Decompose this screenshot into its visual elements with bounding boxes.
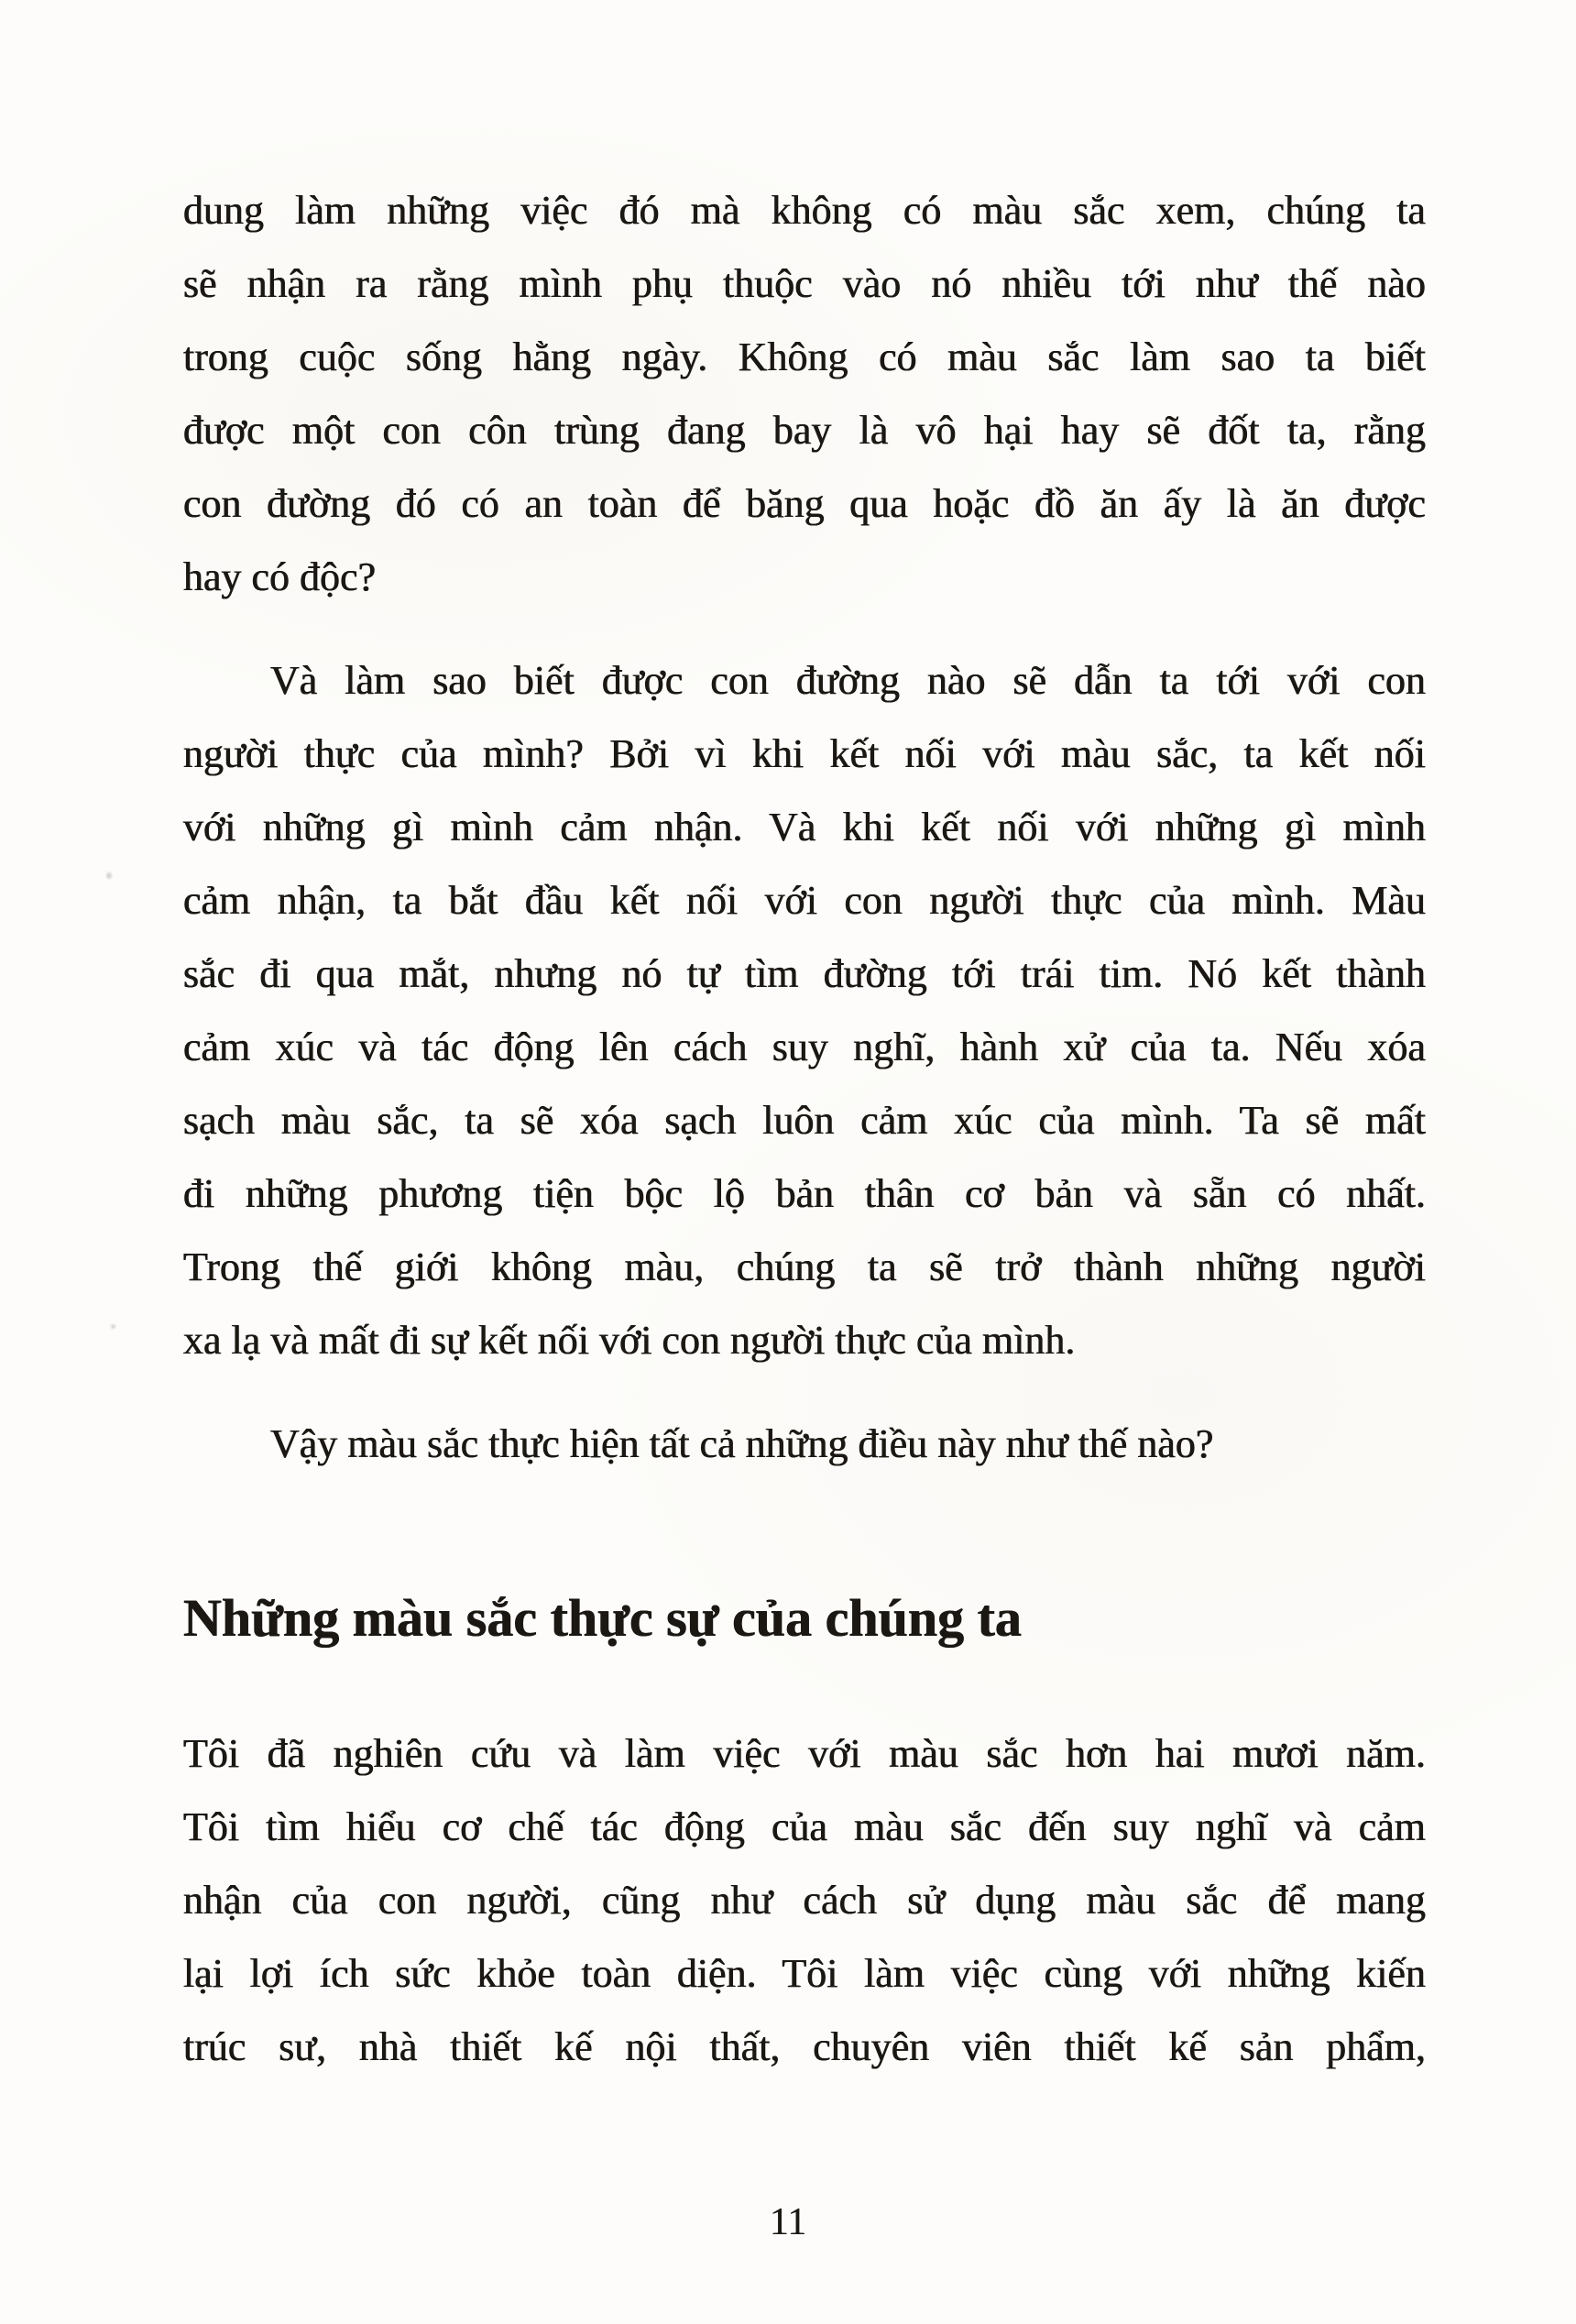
text-line: Trong thế giới không màu, chúng ta sẽ trở thành những người — [183, 1244, 1426, 1289]
text-line: sạch màu sắc, ta sẽ xóa sạch luôn cảm xúc của mình. Ta sẽ mất — [183, 1098, 1426, 1143]
page-body-text — [183, 174, 1426, 2084]
text-line: trong cuộc sống hằng ngày. Không có màu sắc làm sao ta biết — [183, 334, 1426, 379]
paragraph-3 — [183, 1408, 1426, 1481]
text-line: con đường đó có an toàn để băng qua hoặc đồ ăn ấy là ăn được — [183, 481, 1426, 526]
text-line: nhận của con người, cũng như cách sử dụng màu sắc để mang — [183, 1878, 1426, 1923]
text-line: Tôi đã nghiên cứu và làm việc với màu sắc hơn hai mươi năm. — [183, 1731, 1426, 1776]
text-line: lại lợi ích sức khỏe toàn diện. Tôi làm việc cùng với những kiến — [183, 1951, 1426, 1996]
text-line: dung làm những việc đó mà không có màu sắc xem, chúng ta — [183, 188, 1426, 233]
text-line: được một con côn trùng đang bay là vô hại hay sẽ đốt ta, rằng — [183, 408, 1426, 453]
text-line: hay có độc? — [183, 554, 377, 599]
text-line: Và làm sao biết được con đường nào sẽ dẫn ta tới với con — [270, 658, 1426, 703]
section-heading: Những màu sắc thực sự của chúng ta — [183, 1588, 1022, 1648]
text-line: cảm nhận, ta bắt đầu kết nối với con người thực của mình. Màu — [183, 878, 1426, 923]
paragraph-4 — [183, 1717, 1426, 2084]
text-line: với những gì mình cảm nhận. Và khi kết nối với những gì mình — [183, 805, 1426, 850]
text-line: Tôi tìm hiểu cơ chế tác động của màu sắc đến suy nghĩ và cảm — [183, 1804, 1426, 1849]
text-line: xa lạ và mất đi sự kết nối với con người thực của mình. — [183, 1318, 1076, 1363]
paragraph-1 — [183, 174, 1426, 614]
page-number: 11 — [769, 2201, 807, 2243]
text-line: người thực của mình? Bởi vì khi kết nối với màu sắc, ta kết nối — [183, 731, 1426, 776]
scan-speck — [111, 1324, 115, 1329]
text-line: đi những phương tiện bộc lộ bản thân cơ bản và sẵn có nhất. — [183, 1171, 1426, 1216]
text-line: cảm xúc và tác động lên cách suy nghĩ, hành xử của ta. Nếu xóa — [183, 1025, 1426, 1069]
text-line: Vậy màu sắc thực hiện tất cả những điều này như thế nào? — [270, 1421, 1214, 1466]
text-line: sẽ nhận ra rằng mình phụ thuộc vào nó nhiều tới như thế nào — [183, 261, 1426, 306]
paragraph-2 — [183, 644, 1426, 1377]
text-line: sắc đi qua mắt, nhưng nó tự tìm đường tới trái tim. Nó kết thành — [183, 951, 1426, 996]
text-line: trúc sư, nhà thiết kế nội thất, chuyên viên thiết kế sản phẩm, — [183, 2024, 1426, 2069]
scan-speck — [106, 872, 112, 879]
